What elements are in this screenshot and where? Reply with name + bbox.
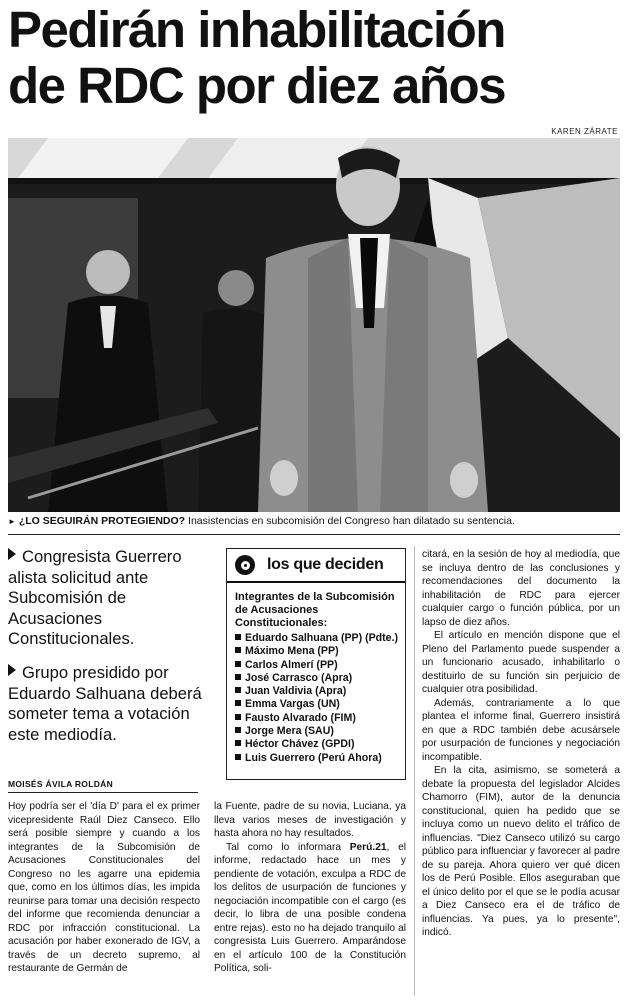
square-bullet-icon [235,740,241,746]
square-bullet-icon [235,647,241,653]
article-paragraph: Tal como lo informara Perú.21, el informe, redactado hace un mes y pendiente de votación, exculpa a RDC de los delitos de usurpación de funciones y negociación incompatible con el cargo (es decir, lo libra de una posible condena entre rejas). esto no ha dejado tranquilo al congresista Luis Guerrero. Amparándose en el artículo 100 de la Constitución Política, soli- [214,841,406,974]
list-item: Eduardo Salhuana (PP) (Pdte.) [235,632,397,645]
caption-text: Inasistencias en subcomisión del Congreso han dilatado su sentencia. [185,515,515,527]
article-column-1 [8,800,200,976]
byline: MOISÉS ÁVILA ROLDÁN [8,779,198,793]
caption-lead: ¿LO SEGUIRÁN PROTEGIENDO? [18,515,186,527]
article-paragraph: En la cita, asimismo, se someterá a debate la propuesta del legislador Alcides Chamorro (FIM), autor de la denuncia constitucional, quien ha pedido que se incluya como un nuevo delito el tráfico de influencias. "Diez Canseco utilizó su cargo público para influenciar y favorecer al padre de su pareja. Ahora quiero ver qué dicen los de Perú Posible. Ellos aseguraban que el único delito por el que se le podía acusar a Diez Canseco era el de tráfico de influencias. Ya pues, ya lo presente", indicó. [422,765,620,938]
square-bullet-icon [235,674,241,680]
list-item: José Carrasco (Apra) [235,672,397,685]
summary-bullet-1 [8,547,208,650]
headline [8,2,622,114]
list-item: Héctor Chávez (GPDI) [235,738,397,751]
article-paragraph: citará, en la sesión de hoy al mediodía, que se incluya dentro de las conclusiones y recomendaciones del documento la inhabilitación de RDC para ejercer cualquier cargo o función pública, por un lapso de diez años. [422,549,620,628]
triangle-bullet-icon [8,664,16,676]
square-bullet-icon [235,634,241,640]
article-paragraph: El artículo en mención dispone que el Pleno del Parlamento puede suspender a un funcionario acusado, inhabilitarlo o destituirlo de su función sin perjuicio de cualquier otra posibilidad. [422,630,620,695]
square-bullet-icon [235,727,241,733]
summary-bullet-2 [8,663,208,745]
article-paragraph: Hoy podría ser el 'día D' para el ex primer vicepresidente Raúl Diez Canseco. Ello será posible siempre y cuando a los integrantes de la Subcomisión de Acusaciones Constitucionales del Congreso no les agarre una epidemia que, como en los últimos días, les impida reunirse para tomar una decisión respecto del informe que recomienda denunciar a RDC por infracción constitucional. La acusación por haber exonerado de IGV, a través de un decreto supremo, al restaurante de Germán de [8,801,200,974]
article-paragraph: la Fuente, padre de su novia, Luciana, ya lleva varios meses de investigación y hasta ahora no hay resultados. [214,801,406,839]
list-item: Juan Valdivia (Apra) [235,685,397,698]
news-photo [8,138,620,512]
square-bullet-icon [235,754,241,760]
article-column-3 [422,548,620,940]
brand-name: Perú.21 [349,841,387,853]
bullet-text: Grupo presidido por Eduardo Salhuana deberá someter tema a votación este mediodía. [8,663,202,744]
square-bullet-icon [235,700,241,706]
square-bullet-icon [235,661,241,667]
sidebar-title: los que deciden [267,556,384,573]
headline-line-1: Pedirán inhabilitación [8,1,505,58]
article-column-2 [214,800,406,976]
list-item: Carlos Almerí (PP) [235,659,397,672]
photo-caption: ► ¿LO SEGUIRÁN PROTEGIENDO? Inasistencias en subcomisión del Congreso han dilatado su sentencia. [8,515,515,527]
square-bullet-icon [235,687,241,693]
sidebar-subtitle: Integrantes de la Subcomisión de Acusaciones Constitucionales: [235,591,395,629]
headline-line-2: de RDC por diez años [8,57,506,114]
target-icon [235,555,255,575]
members-list [227,630,405,765]
list-item: Fausto Alvarado (FIM) [235,712,397,725]
photo-illustration [8,138,620,512]
list-item: Máximo Mena (PP) [235,645,397,658]
sidebar-header [227,549,405,583]
list-item: Jorge Mera (SAU) [235,725,397,738]
list-item: Luis Guerrero (Perú Ahora) [235,752,397,765]
list-item: Emma Vargas (UN) [235,698,397,711]
column-divider [414,546,415,996]
bullet-text: Congresista Guerrero alista solicitud ante Subcomisión de Acusaciones Constitucionales. [8,547,182,648]
photo-credit: KAREN ZÁRATE [551,127,618,136]
article-paragraph: Además, contrariamente a lo que plantea el informe final, Guerrero insistirá en que a RDC también debe acusársele por usurpación de funciones y negociación incompatible. [422,697,620,763]
square-bullet-icon [235,714,241,720]
triangle-bullet-icon [8,548,16,560]
divider [8,534,620,535]
sidebar-box [226,548,406,780]
